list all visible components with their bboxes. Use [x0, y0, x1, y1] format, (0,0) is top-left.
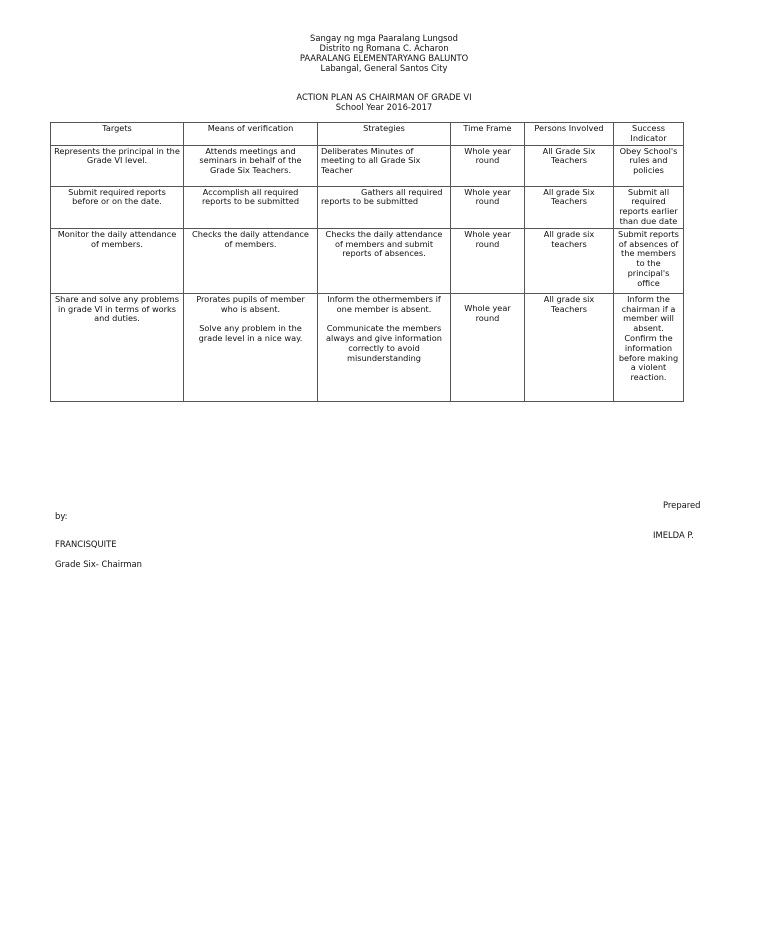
- cell-targets: Submit required reports before or on the date.: [51, 186, 184, 228]
- cell-persons: All grade Six Teachers: [525, 186, 614, 228]
- strategy-item: Inform the othermembers if one member is absent.: [327, 293, 441, 314]
- cell-targets: Share and solve any problems in grade VI in terms of works and duties.: [51, 293, 184, 401]
- cell-strategies: Checks the daily attendance of members and submit reports of absences.: [318, 228, 451, 293]
- action-plan-table: [50, 122, 684, 402]
- strategy-item: Communicate the members always and give information correctly to avoid misunderstanding: [326, 323, 442, 363]
- signatory-role: Grade Six- Chairman: [55, 559, 142, 569]
- school-header: [0, 33, 768, 73]
- col-header-persons: Persons Involved: [525, 123, 614, 146]
- header-line-division: Sangay ng mga Paaralang Lungsod: [310, 33, 458, 43]
- table-header-row: [51, 123, 684, 146]
- col-header-means: Means of verification: [184, 123, 318, 146]
- cell-targets: Monitor the daily attendance of members.: [51, 228, 184, 293]
- means-item: Prorates pupils of member who is absent.: [196, 293, 305, 314]
- table-row: [51, 293, 684, 401]
- cell-time-frame: Whole year round: [451, 228, 525, 293]
- cell-indicator: Submit reports of absences of the members to the principal's office: [614, 228, 684, 293]
- header-line-school: PAARALANG ELEMENTARYANG BALUNTO: [299, 53, 469, 63]
- cell-indicator: Submit all required reports earlier than due date: [614, 186, 684, 228]
- cell-time-frame: Whole year round: [451, 293, 525, 401]
- cell-means: Attends meetings and seminars in behalf of the Grade Six Teachers.: [184, 145, 318, 186]
- table-row: [51, 145, 684, 186]
- cell-means: Accomplish all required reports to be submitted: [184, 186, 318, 228]
- signatory-name-left: FRANCISQUITE: [55, 539, 117, 549]
- header-line-address: Labangal, General Santos City: [320, 63, 448, 73]
- cell-time-frame: Whole year round: [451, 145, 525, 186]
- cell-indicator: Inform the chairman if a member will absent. Confirm the information before making a violent reaction.: [614, 293, 684, 401]
- cell-strategies: [318, 293, 451, 401]
- col-header-indicator: Success Indicator: [614, 123, 684, 146]
- cell-strategies: Deliberates Minutes of meeting to all Grade Six Teacher: [318, 145, 451, 186]
- cell-persons: All grade six Teachers: [525, 293, 614, 401]
- table-row: [51, 186, 684, 228]
- cell-means: [184, 293, 318, 401]
- cell-means: Checks the daily attendance of members.: [184, 228, 318, 293]
- cell-persons: All Grade Six Teachers: [525, 145, 614, 186]
- cell-persons: All grade six teachers: [525, 228, 614, 293]
- signatory-name-right: IMELDA P.: [653, 530, 694, 540]
- cell-strategies: Gathers all required reports to be submitted: [318, 186, 451, 228]
- header-line-district: Distrito ng Romana C. Acharon: [319, 43, 449, 53]
- by-label: by:: [55, 511, 68, 521]
- col-header-time-frame: Time Frame: [451, 123, 525, 146]
- cell-targets: Represents the principal in the Grade VI level.: [51, 145, 184, 186]
- cell-indicator: Obey School's rules and policies: [614, 145, 684, 186]
- document-title: [0, 92, 768, 112]
- means-item: Solve any problem in the grade level in a nice way.: [198, 323, 303, 344]
- prepared-label: Prepared: [663, 500, 701, 510]
- col-header-strategies: Strategies: [318, 123, 451, 146]
- cell-time-frame: Whole year round: [451, 186, 525, 228]
- col-header-targets: Targets: [51, 123, 184, 146]
- title-main: ACTION PLAN AS CHAIRMAN OF GRADE VI: [296, 92, 472, 102]
- title-school-year: School Year 2016-2017: [335, 102, 433, 112]
- table-row: [51, 228, 684, 293]
